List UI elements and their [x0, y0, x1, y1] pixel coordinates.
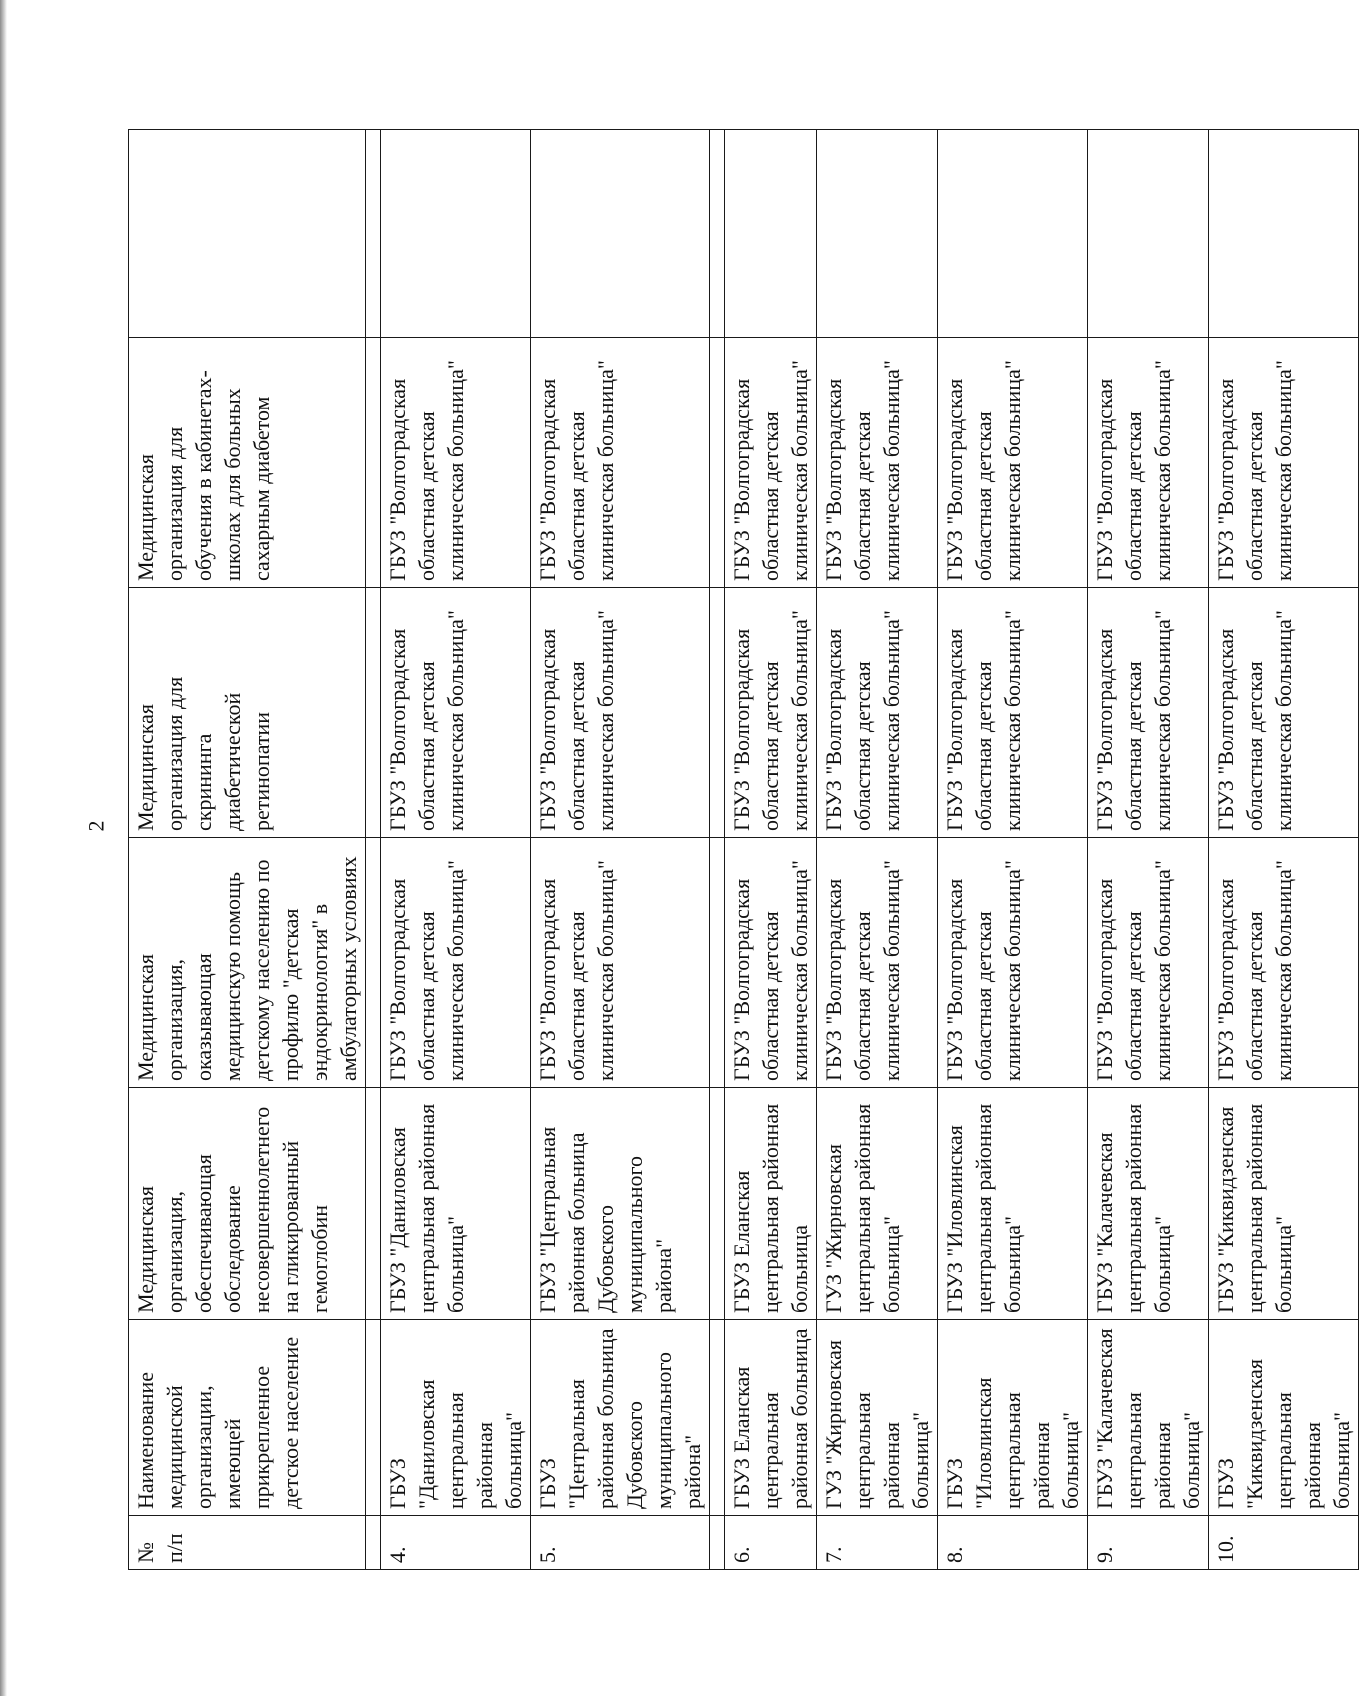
row-hemoglobin-org: ГБУЗ "Калачевская центральная районная больница" — [1088, 1088, 1209, 1320]
row-number: 9. — [1088, 1516, 1209, 1570]
row-number: 10. — [1209, 1516, 1359, 1570]
row-retinopathy-org: ГБУЗ "Волгоградская областная детская клиническая больница" — [1088, 588, 1209, 838]
row-retinopathy-org: ГБУЗ "Волгоградская областная детская клиническая больница" — [531, 588, 710, 838]
row-hemoglobin-org: ГБУЗ "Иловлинская центральная районная больница" — [938, 1088, 1088, 1320]
row-organization-name: ГБУЗ Еланская центральная районная больница — [725, 1320, 817, 1516]
table-container — [128, 130, 1354, 1570]
row-extra-cell — [725, 130, 817, 338]
table-row — [938, 130, 1088, 1570]
row-school-org: ГБУЗ "Волгоградская областная детская клиническая больница" — [725, 338, 817, 588]
table-gap-row — [366, 130, 381, 1570]
row-school-org: ГБУЗ "Волгоградская областная детская клиническая больница" — [1209, 338, 1359, 588]
row-hemoglobin-org: ГУЗ "Жирновская центральная районная больница" — [817, 1088, 938, 1320]
row-extra-cell — [817, 130, 938, 338]
row-school-org: ГБУЗ "Волгоградская областная детская клиническая больница" — [1088, 338, 1209, 588]
row-number: 5. — [531, 1516, 710, 1570]
row-extra-cell — [1088, 130, 1209, 338]
row-extra-cell — [938, 130, 1088, 338]
header-hemoglobin: Медицинская организация, обеспечивающая обследование несовершеннолетнего на гликированный гемоглобин — [129, 1088, 366, 1320]
table-row — [817, 130, 938, 1570]
row-extra-cell — [381, 130, 531, 338]
row-school-org: ГБУЗ "Волгоградская областная детская клиническая больница" — [531, 338, 710, 588]
row-hemoglobin-org: ГБУЗ Еланская центральная районная больница — [725, 1088, 817, 1320]
row-number: 4. — [381, 1516, 531, 1570]
table-row — [1209, 130, 1359, 1570]
row-endocrinology-org: ГБУЗ "Волгоградская областная детская клиническая больница" — [725, 838, 817, 1088]
table-row — [725, 130, 817, 1570]
table-row — [381, 130, 531, 1570]
row-organization-name: ГБУЗ "Калачевская центральная районная больница" — [1088, 1320, 1209, 1516]
row-endocrinology-org: ГБУЗ "Волгоградская областная детская клиническая больница" — [1088, 838, 1209, 1088]
scan-edge — [0, 0, 7, 1696]
row-number: 8. — [938, 1516, 1088, 1570]
table-row — [1088, 130, 1209, 1570]
row-endocrinology-org: ГБУЗ "Волгоградская областная детская клиническая больница" — [531, 838, 710, 1088]
table-row — [531, 130, 710, 1570]
row-retinopathy-org: ГБУЗ "Волгоградская областная детская клиническая больница" — [817, 588, 938, 838]
header-row — [129, 130, 366, 1570]
row-organization-name: ГБУЗ "Киквидзенская центральная районная больница" — [1209, 1320, 1359, 1516]
medical-organizations-table — [128, 129, 1359, 1570]
table-gap-row — [710, 130, 725, 1570]
row-hemoglobin-org: ГБУЗ "Центральная районная больница Дубовского муниципального района" — [531, 1088, 710, 1320]
row-retinopathy-org: ГБУЗ "Волгоградская областная детская клиническая больница" — [381, 588, 531, 838]
page-number: 2 — [83, 820, 109, 832]
row-organization-name: ГБУЗ "Даниловская центральная районная больница" — [381, 1320, 531, 1516]
row-endocrinology-org: ГБУЗ "Волгоградская областная детская клиническая больница" — [1209, 838, 1359, 1088]
row-extra-cell — [1209, 130, 1359, 338]
row-endocrinology-org: ГБУЗ "Волгоградская областная детская клиническая больница" — [817, 838, 938, 1088]
row-retinopathy-org: ГБУЗ "Волгоградская областная детская клиническая больница" — [938, 588, 1088, 838]
row-number: 6. — [725, 1516, 817, 1570]
header-num: № п/п — [129, 1516, 366, 1570]
header-name: Наименование медицинской организации, имеющей прикрепленное детское население — [129, 1320, 366, 1516]
header-endocrinology: Медицинская организация, оказывающая медицинскую помощь детскому населению по профилю "детская эндокринология" в амбулаторных условиях — [129, 838, 366, 1088]
row-school-org: ГБУЗ "Волгоградская областная детская клиническая больница" — [938, 338, 1088, 588]
row-number: 7. — [817, 1516, 938, 1570]
header-retinopathy: Медицинская организация для скрининга диабетической ретинопатии — [129, 588, 366, 838]
row-organization-name: ГУЗ "Жирновская центральная районная больница" — [817, 1320, 938, 1516]
row-organization-name: ГБУЗ "Центральная районная больница Дубовского муниципального района" — [531, 1320, 710, 1516]
row-extra-cell — [531, 130, 710, 338]
row-endocrinology-org: ГБУЗ "Волгоградская областная детская клиническая больница" — [381, 838, 531, 1088]
row-organization-name: ГБУЗ "Иловлинская центральная районная больница" — [938, 1320, 1088, 1516]
row-endocrinology-org: ГБУЗ "Волгоградская областная детская клиническая больница" — [938, 838, 1088, 1088]
header-school: Медицинская организация для обучения в кабинетах- школах для больных сахарным диабетом — [129, 338, 366, 588]
row-retinopathy-org: ГБУЗ "Волгоградская областная детская клиническая больница" — [1209, 588, 1359, 838]
row-school-org: ГБУЗ "Волгоградская областная детская клиническая больница" — [381, 338, 531, 588]
row-retinopathy-org: ГБУЗ "Волгоградская областная детская клиническая больница" — [725, 588, 817, 838]
header-extra — [129, 130, 366, 338]
row-school-org: ГБУЗ "Волгоградская областная детская клиническая больница" — [817, 338, 938, 588]
row-hemoglobin-org: ГБУЗ "Даниловская центральная районная больница" — [381, 1088, 531, 1320]
row-hemoglobin-org: ГБУЗ "Киквидзенская центральная районная больница" — [1209, 1088, 1359, 1320]
